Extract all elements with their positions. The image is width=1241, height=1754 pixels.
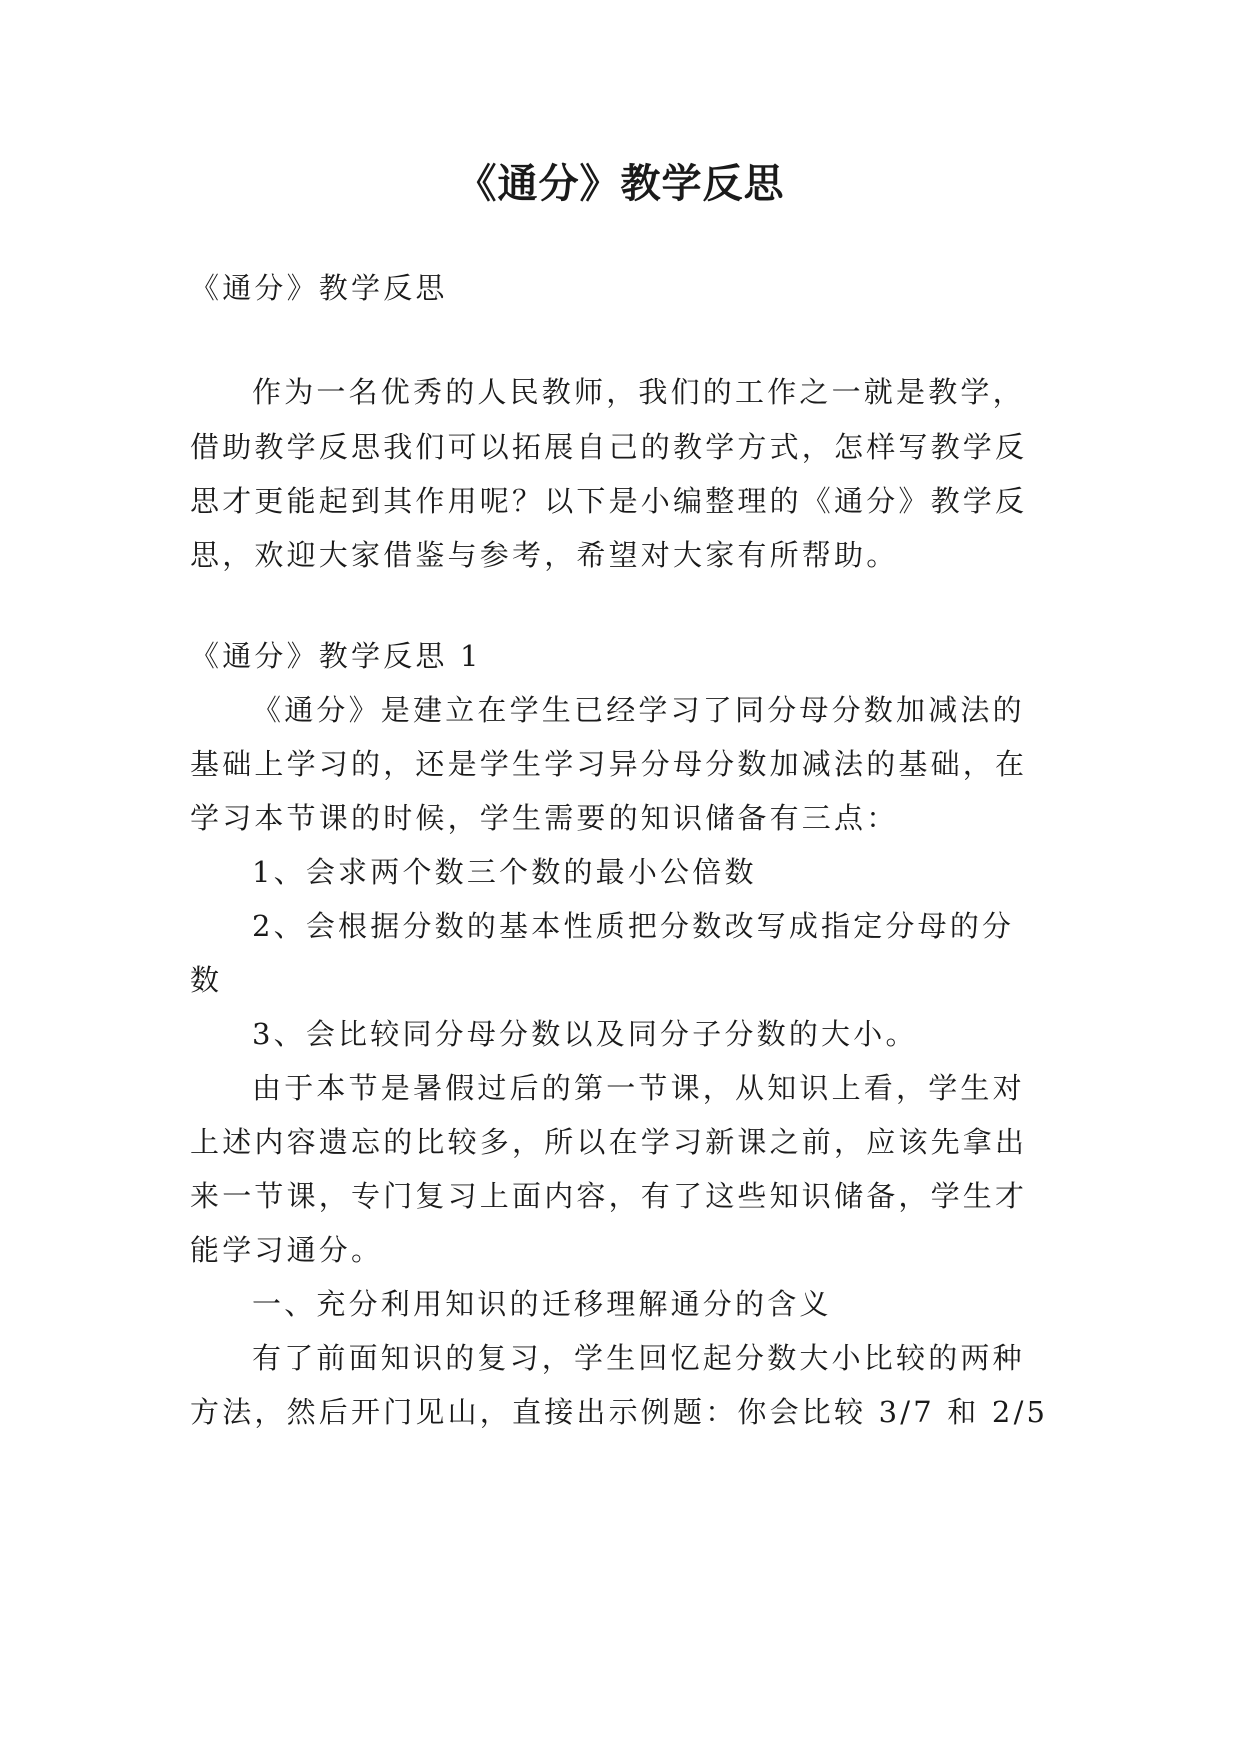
section-line-1: 《通分》是建立在学生已经学习了同分母分数加减法的 (252, 693, 1025, 727)
sub-heading-1: 一、充分利用知识的迁移理解通分的含义 (252, 1287, 832, 1321)
intro-line-1: 作为一名优秀的人民教师，我们的工作之一就是教学， (252, 375, 1025, 409)
section-line-8: 由于本节是暑假过后的第一节课，从知识上看，学生对 (252, 1071, 1025, 1105)
section-heading: 《通分》教学反思 1 (190, 639, 482, 673)
list-item-1: 1、会求两个数三个数的最小公倍数 (252, 855, 757, 889)
intro-line-2: 借助教学反思我们可以拓展自己的教学方式，怎样写教学反 (190, 430, 1028, 464)
list-item-2: 2、会根据分数的基本性质把分数改写成指定分母的分 (252, 909, 1015, 943)
section-line-13: 有了前面知识的复习，学生回忆起分数大小比较的两种 (252, 1341, 1025, 1375)
section-line-2: 基础上学习的，还是学生学习异分母分数加减法的基础，在 (190, 747, 1028, 781)
intro-line-3: 思才更能起到其作用呢？以下是小编整理的《通分》教学反 (190, 484, 1028, 518)
list-item-2-cont: 数 (190, 963, 223, 997)
section-line-10: 来一节课，专门复习上面内容，有了这些知识储备，学生才 (190, 1179, 1028, 1213)
section-line-14: 方法，然后开门见山，直接出示例题：你会比较 3/7 和 2/5 (190, 1395, 1049, 1429)
list-item-3: 3、会比较同分母分数以及同分子分数的大小。 (252, 1017, 918, 1051)
section-line-11: 能学习通分。 (190, 1233, 384, 1267)
document-subtitle: 《通分》教学反思 (190, 271, 448, 305)
intro-line-4: 思，欢迎大家借鉴与参考，希望对大家有所帮助。 (190, 538, 899, 572)
document-title: 《通分》教学反思 (456, 161, 785, 207)
section-line-9: 上述内容遗忘的比较多，所以在学习新课之前，应该先拿出 (190, 1125, 1028, 1159)
section-line-3: 学习本节课的时候，学生需要的知识储备有三点： (190, 801, 899, 835)
